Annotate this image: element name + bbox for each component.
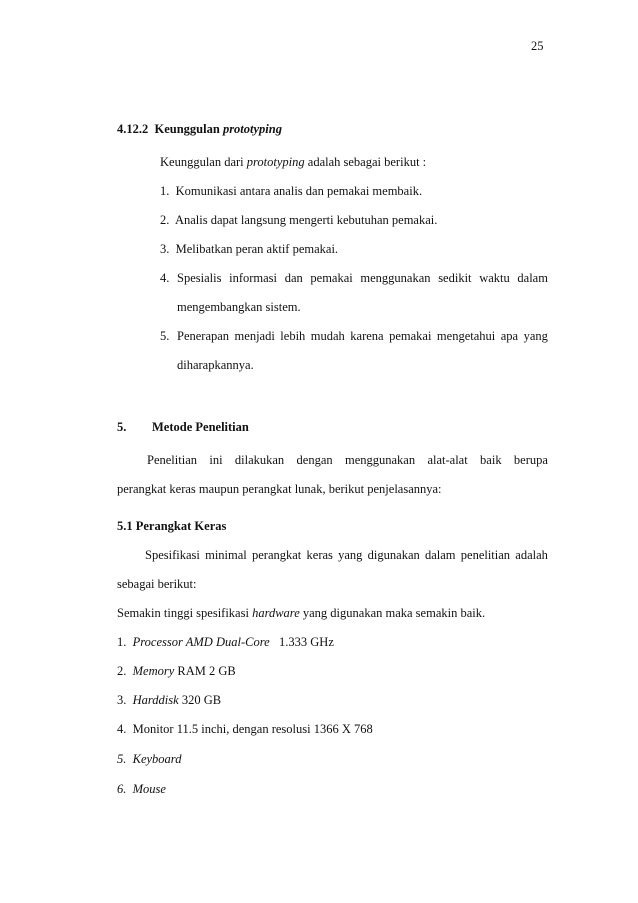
paragraph-continuation: perangkat keras maupun perangkat lunak, berikut penjelasannya: xyxy=(117,482,442,496)
intro-paragraph: Keunggulan dari prototyping adalah sebagai berikut : xyxy=(160,155,427,169)
spec-text: Monitor 11.5 inchi, dengan resolusi 1366 X 768 xyxy=(132,722,373,736)
list-number: 2. xyxy=(160,213,170,227)
paragraph-justified: Penelitian ini dilakukan dengan menggunakan alat-alat baik berupa xyxy=(147,453,548,467)
spec-item xyxy=(117,634,334,650)
list-item xyxy=(160,183,422,199)
list-text-continuation: mengembangkan sistem. xyxy=(177,300,301,314)
section-title-5: Metode Penelitian xyxy=(152,420,249,434)
spec-item xyxy=(117,663,236,679)
spec-italic: Harddisk xyxy=(132,693,179,707)
paragraph-justified: Spesifikasi minimal perangkat keras yang digunakan dalam penelitian adalah xyxy=(145,548,548,562)
list-text-justified: Spesialis informasi dan pemakai menggunakan sedikit waktu dalam xyxy=(177,271,548,285)
spec-italic: Memory xyxy=(132,664,175,678)
spec-item xyxy=(117,781,166,797)
spec-text: RAM 2 GB xyxy=(177,664,236,678)
paragraph-continuation: sebagai berikut: xyxy=(117,577,197,591)
spec-italic: Keyboard xyxy=(132,752,182,766)
spec-italic: Mouse xyxy=(132,782,166,796)
spec-number: 1. xyxy=(117,635,127,649)
spec-text: 1.333 GHz xyxy=(279,635,334,649)
list-text: Melibatkan peran aktif pemakai. xyxy=(175,242,339,256)
list-text: Analis dapat langsung mengerti kebutuhan pemakai. xyxy=(174,213,438,227)
spec-item xyxy=(117,751,181,767)
list-text-justified: Penerapan menjadi lebih mudah karena pemakai mengetahui apa yang xyxy=(177,329,548,343)
spec-number: 6. xyxy=(117,782,127,796)
list-number: 1. xyxy=(160,184,170,198)
heading-text: Keunggulan xyxy=(154,122,220,136)
list-number: 4. xyxy=(160,271,170,285)
list-item xyxy=(160,212,437,228)
spec-italic: Processor AMD Dual-Core xyxy=(132,635,270,649)
section-title-5-1: 5.1 Perangkat Keras xyxy=(117,519,227,533)
list-number: 5. xyxy=(160,329,170,343)
statement: Semakin tinggi spesifikasi hardware yang digunakan maka semakin baik. xyxy=(117,606,486,620)
list-text: Komunikasi antara analis dan pemakai membaik. xyxy=(175,184,423,198)
heading-number: 4.12.2 xyxy=(117,122,149,136)
section-number-5: 5. xyxy=(117,420,127,434)
spec-number: 2. xyxy=(117,664,127,678)
spec-text: 320 GB xyxy=(181,693,222,707)
spec-item xyxy=(117,721,373,737)
spec-number: 3. xyxy=(117,693,127,707)
list-item xyxy=(160,241,338,257)
spec-item xyxy=(117,692,221,708)
list-text-continuation: diharapkannya. xyxy=(177,358,254,372)
spec-number: 4. xyxy=(117,722,127,736)
heading-italic: prototyping xyxy=(222,122,282,136)
list-number: 3. xyxy=(160,242,170,256)
page-number: 25 xyxy=(531,39,544,53)
section-heading-4-12-2 xyxy=(117,121,282,137)
spec-number: 5. xyxy=(117,752,127,766)
